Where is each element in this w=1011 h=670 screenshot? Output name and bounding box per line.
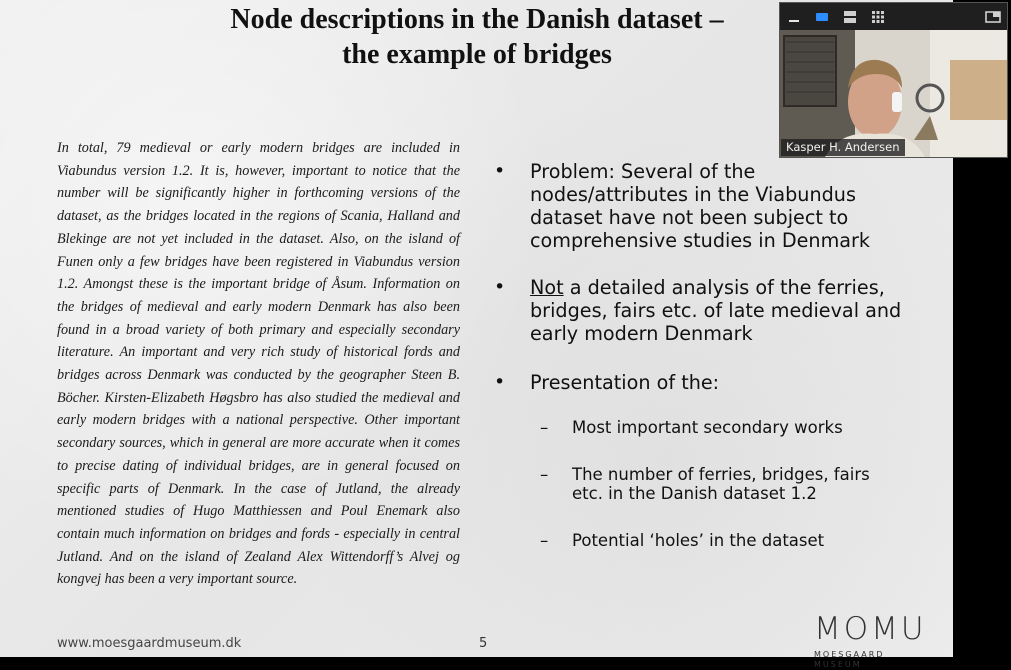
participant-name-tag: Kasper H. Andersen	[781, 139, 905, 156]
body-paragraph: In total, 79 medieval or early modern bridges are included in Viabundus version 1.2. It is, however, important to notice that the number will be significantly higher in forthcoming versions of the dataset, as the bridges located in the regions of Scania, Halland and Blekinge are not yet included in the dataset. Also, on the island of Funen only a few bridges have been registered in Viabundus version 1.2. Amongst these is the important bridge of Åsum. Information on the bridges of medieval and early modern Denmark has also been found in a broad variety of both primary and especially secondary literature. An important and very rich study of historical fords and bridges across Denmark was conducted by the geographer Steen B. Böcher. Kirsten-Elizabeth Høgsbro has also studied the medieval and early modern bridges with a national perspective. Other important secondary sources, which in general are more accurate when it comes to precise dating of individual bridges, are in general focused on specific parts of Denmark. In the case of Jutland, the already mentioned studies of Hugo Matthiessen and Poul Enemark also contain much information on bridges and fords - especially in central Jutland. And on the island of Zealand Alex Wittendorff’s Alvej og kongvej has been a very important source.	[57, 140, 460, 588]
sub-bullet-text: The number of ferries, bridges, fairs etc. in the Danish dataset 1.2	[572, 465, 870, 503]
bullet-item-presentation	[494, 371, 904, 394]
video-thumbnail-window[interactable]	[779, 2, 1008, 158]
sub-bullet-dash: –	[540, 465, 549, 484]
page-number: 5	[479, 636, 488, 651]
minimize-icon[interactable]	[785, 8, 803, 26]
logo-subtext: MOESGAARD MUSEUM	[814, 650, 885, 669]
sub-bullet-item	[494, 465, 904, 503]
video-toolbar	[780, 3, 1007, 30]
bullet-dot: •	[494, 276, 506, 298]
sub-bullet-text: Potential ‘holes’ in the dataset	[572, 531, 825, 550]
gallery-view-icon[interactable]	[869, 8, 887, 26]
sub-bullet-text: Most important secondary works	[572, 418, 843, 437]
bullet-list	[494, 160, 904, 578]
bullet-text: Presentation of the:	[530, 371, 720, 394]
participant-video	[780, 30, 1007, 157]
footer-url: www.moesgaardmuseum.dk	[57, 636, 242, 651]
slide-title-line-1: Node descriptions in the Danish dataset –	[230, 4, 724, 35]
sub-bullet-dash: –	[540, 531, 549, 550]
bullet-item-problem	[494, 160, 904, 252]
bullet-underlined-word: Not	[530, 276, 564, 299]
bullet-text: a detailed analysis of the ferries, bridges, fairs etc. of late medieval and early modern Denmark	[530, 276, 902, 345]
slide-title-line-2: the example of bridges	[342, 39, 612, 70]
logo-wordmark: MOMU	[814, 611, 927, 647]
sub-bullet-item	[494, 531, 904, 550]
bullet-text: Problem: Several of the nodes/attributes in the Viabundus dataset have not been subject to comprehensive studies in Denmark	[530, 160, 871, 252]
bullet-item-not-analysis	[494, 276, 904, 345]
momu-logo	[814, 611, 936, 669]
slide-title	[130, 2, 824, 72]
bullet-dot: •	[494, 371, 506, 393]
exit-view-icon[interactable]	[984, 8, 1002, 26]
sub-bullet-item	[494, 418, 904, 437]
participant-video-frame	[780, 30, 1007, 157]
speaker-view-icon[interactable]	[813, 8, 831, 26]
bullet-dot: •	[494, 160, 506, 182]
sub-bullet-dash: –	[540, 418, 549, 437]
stacked-view-icon[interactable]	[841, 8, 859, 26]
